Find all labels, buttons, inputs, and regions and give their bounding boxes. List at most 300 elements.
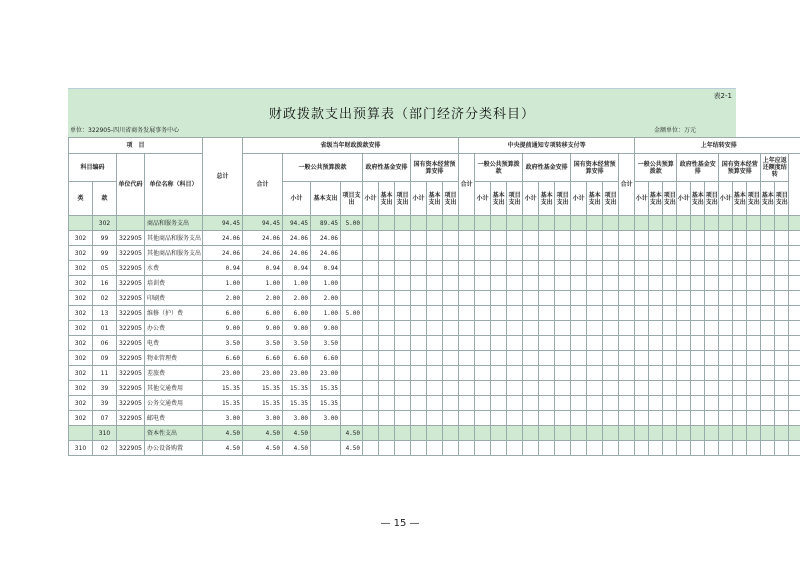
cell-empty: [539, 246, 555, 261]
cell-empty: [635, 321, 649, 336]
cell-empty: [677, 321, 691, 336]
cell-item: 11: [93, 366, 117, 381]
header-v-project: 项目支出: [705, 182, 719, 216]
cell-empty: [761, 411, 775, 426]
cell-empty: [475, 231, 491, 246]
cell-empty: [663, 261, 677, 276]
cell-class: 302: [69, 411, 93, 426]
header-v-subtotal: 小计: [719, 182, 733, 216]
cell-empty: [555, 381, 571, 396]
cell-empty: [555, 216, 571, 231]
cell-empty: [395, 261, 411, 276]
cell-empty: [705, 216, 719, 231]
cell-empty: [411, 216, 427, 231]
cell-empty: [747, 366, 761, 381]
cell-empty: [619, 396, 635, 411]
cell-empty: [619, 276, 635, 291]
cell-total: 2.00: [203, 291, 243, 306]
cell-empty: [649, 276, 663, 291]
cell-class: 302: [69, 351, 93, 366]
cell-empty: [747, 351, 761, 366]
cell-unit-name: 公务交通费用: [145, 396, 203, 411]
cell-basic: 6.60: [311, 351, 341, 366]
cell-empty: [475, 396, 491, 411]
cell-empty: [635, 411, 649, 426]
header-gov-fund: 政府性基金安排: [363, 154, 411, 182]
cell-empty: [719, 351, 733, 366]
cell-empty: [427, 411, 443, 426]
cell-empty: [619, 291, 635, 306]
cell-empty: [733, 426, 747, 441]
cell-empty: [523, 396, 539, 411]
cell-empty: [411, 276, 427, 291]
cell-empty: [491, 441, 507, 456]
cell-empty: [635, 441, 649, 456]
cell-empty: [649, 426, 663, 441]
cell-empty: [523, 261, 539, 276]
cell-empty: [539, 336, 555, 351]
cell-empty: [719, 411, 733, 426]
cell-sum: 2.00: [243, 291, 283, 306]
cell-empty: [427, 276, 443, 291]
cell-empty: [649, 306, 663, 321]
header-central-capital: 国有资本经营预算安排: [571, 154, 619, 182]
cell-class: 302: [69, 366, 93, 381]
cell-empty: [443, 306, 459, 321]
cell-unit-name: 办公设备购置: [145, 441, 203, 456]
cell-empty: [587, 276, 603, 291]
cell-empty: [587, 306, 603, 321]
cell-empty: [603, 366, 619, 381]
cell-empty: [789, 291, 800, 306]
cell-empty: [507, 231, 523, 246]
cell-empty: [379, 441, 395, 456]
cell-empty: [747, 411, 761, 426]
cell-subtotal: 9.00: [283, 321, 311, 336]
header-v-subtotal: 小计: [523, 182, 539, 216]
cell-empty: [619, 246, 635, 261]
cell-empty: [663, 351, 677, 366]
cell-project: [341, 261, 363, 276]
table-row: [69, 366, 800, 381]
cell-total: 4.50: [203, 426, 243, 441]
cell-empty: [395, 321, 411, 336]
cell-empty: [789, 276, 800, 291]
cell-project: [341, 381, 363, 396]
cell-empty: [475, 441, 491, 456]
cell-project: 4.50: [341, 441, 363, 456]
cell-empty: [775, 216, 789, 231]
cell-item: 310: [93, 426, 117, 441]
cell-item: 01: [93, 321, 117, 336]
cell-empty: [395, 336, 411, 351]
cell-class: 302: [69, 321, 93, 336]
header-basic: 基本支出: [311, 182, 341, 216]
cell-empty: [789, 321, 800, 336]
cell-empty: [705, 351, 719, 366]
cell-empty: [443, 246, 459, 261]
cell-class: [69, 216, 93, 231]
cell-empty: [379, 336, 395, 351]
cell-item: 09: [93, 351, 117, 366]
cell-empty: [571, 441, 587, 456]
cell-empty: [603, 411, 619, 426]
cell-empty: [363, 381, 379, 396]
cell-empty: [395, 276, 411, 291]
cell-empty: [459, 216, 475, 231]
cell-empty: [555, 276, 571, 291]
unit-label: 单位：322905-四川省商务发展事务中心: [70, 127, 180, 134]
cell-unit-code: 322905: [117, 411, 145, 426]
cell-empty: [443, 336, 459, 351]
cell-empty: [491, 291, 507, 306]
cell-class: 302: [69, 246, 93, 261]
cell-empty: [555, 411, 571, 426]
cell-empty: [363, 411, 379, 426]
cell-unit-code: 322905: [117, 306, 145, 321]
cell-empty: [649, 441, 663, 456]
cell-empty: [363, 306, 379, 321]
cell-empty: [443, 351, 459, 366]
cell-empty: [775, 441, 789, 456]
cell-empty: [603, 351, 619, 366]
cell-empty: [491, 396, 507, 411]
unit-bar: [68, 125, 736, 137]
cell-unit-code: 322905: [117, 276, 145, 291]
cell-class: 302: [69, 336, 93, 351]
cell-empty: [733, 441, 747, 456]
cell-empty: [539, 291, 555, 306]
cell-empty: [507, 306, 523, 321]
cell-empty: [719, 441, 733, 456]
cell-empty: [691, 261, 705, 276]
cell-empty: [379, 276, 395, 291]
cell-basic: 89.45: [311, 216, 341, 231]
cell-empty: [761, 351, 775, 366]
cell-empty: [491, 381, 507, 396]
cell-empty: [571, 411, 587, 426]
cell-empty: [663, 396, 677, 411]
cell-empty: [459, 291, 475, 306]
cell-empty: [571, 216, 587, 231]
cell-empty: [775, 321, 789, 336]
cell-item: 302: [93, 216, 117, 231]
header-last-general: 一般公共预算拨款: [635, 154, 677, 182]
header-provincial-sum: 合计: [243, 154, 283, 216]
cell-unit-name: 办公费: [145, 321, 203, 336]
cell-subtotal: 15.35: [283, 381, 311, 396]
cell-empty: [747, 246, 761, 261]
cell-empty: [395, 366, 411, 381]
header-central: 中央提前通知专项转移支付等: [459, 138, 635, 154]
budget-rows: [69, 216, 800, 456]
table-row: [69, 276, 800, 291]
cell-empty: [775, 231, 789, 246]
cell-unit-name: 差旅费: [145, 366, 203, 381]
cell-empty: [491, 216, 507, 231]
cell-empty: [789, 381, 800, 396]
cell-empty: [459, 426, 475, 441]
cell-unit-name: 物业管理费: [145, 351, 203, 366]
cell-empty: [775, 276, 789, 291]
cell-empty: [587, 441, 603, 456]
cell-total: 3.00: [203, 411, 243, 426]
cell-empty: [649, 231, 663, 246]
cell-empty: [603, 261, 619, 276]
cell-empty: [459, 261, 475, 276]
cell-empty: [733, 216, 747, 231]
cell-basic: 24.06: [311, 246, 341, 261]
cell-empty: [523, 381, 539, 396]
cell-item: 99: [93, 231, 117, 246]
cell-total: 15.35: [203, 381, 243, 396]
cell-empty: [789, 261, 800, 276]
cell-sum: 15.35: [243, 381, 283, 396]
cell-empty: [677, 231, 691, 246]
cell-empty: [411, 231, 427, 246]
cell-subtotal: 2.00: [283, 291, 311, 306]
cell-project: [341, 276, 363, 291]
cell-empty: [733, 381, 747, 396]
cell-item: 16: [93, 276, 117, 291]
table-row: [69, 231, 800, 246]
header-v-project: 项目支出: [555, 182, 571, 216]
cell-empty: [761, 336, 775, 351]
header-v-project: 项目支出: [603, 182, 619, 216]
cell-basic: [311, 426, 341, 441]
cell-empty: [491, 276, 507, 291]
cell-empty: [491, 336, 507, 351]
cell-empty: [587, 411, 603, 426]
cell-total: 24.06: [203, 231, 243, 246]
cell-empty: [475, 261, 491, 276]
cell-empty: [523, 351, 539, 366]
cell-empty: [507, 366, 523, 381]
cell-item: 13: [93, 306, 117, 321]
cell-sum: 24.06: [243, 246, 283, 261]
cell-empty: [443, 381, 459, 396]
cell-empty: [491, 426, 507, 441]
cell-empty: [705, 306, 719, 321]
cell-empty: [789, 366, 800, 381]
cell-empty: [491, 306, 507, 321]
cell-empty: [705, 261, 719, 276]
cell-empty: [789, 216, 800, 231]
cell-empty: [427, 396, 443, 411]
cell-unit-code: 322905: [117, 246, 145, 261]
cell-empty: [459, 246, 475, 261]
cell-empty: [587, 321, 603, 336]
cell-empty: [507, 291, 523, 306]
cell-total: 1.00: [203, 276, 243, 291]
cell-empty: [507, 321, 523, 336]
cell-empty: [705, 381, 719, 396]
cell-empty: [379, 411, 395, 426]
cell-empty: [427, 291, 443, 306]
cell-empty: [619, 306, 635, 321]
cell-empty: [395, 411, 411, 426]
cell-empty: [411, 411, 427, 426]
header-project-exp: 项目支出: [341, 182, 363, 216]
cell-empty: [649, 261, 663, 276]
header-last-year: 上年结转安排: [635, 138, 800, 154]
cell-subtotal: 15.35: [283, 396, 311, 411]
cell-empty: [635, 216, 649, 231]
cell-empty: [571, 306, 587, 321]
cell-empty: [663, 441, 677, 456]
cell-empty: [775, 351, 789, 366]
cell-sum: 4.50: [243, 441, 283, 456]
cell-empty: [395, 216, 411, 231]
cell-empty: [363, 351, 379, 366]
cell-empty: [571, 321, 587, 336]
cell-empty: [635, 396, 649, 411]
cell-empty: [603, 306, 619, 321]
header-project: 项 目: [69, 138, 203, 154]
cell-empty: [691, 411, 705, 426]
cell-total: 24.06: [203, 246, 243, 261]
cell-empty: [719, 216, 733, 231]
cell-empty: [411, 336, 427, 351]
cell-empty: [363, 366, 379, 381]
cell-empty: [761, 216, 775, 231]
cell-empty: [427, 231, 443, 246]
cell-empty: [587, 231, 603, 246]
cell-empty: [587, 381, 603, 396]
header-class: 类: [69, 182, 93, 216]
cell-empty: [395, 306, 411, 321]
cell-empty: [705, 411, 719, 426]
cell-empty: [619, 366, 635, 381]
cell-empty: [649, 216, 663, 231]
cell-empty: [747, 276, 761, 291]
cell-unit-code: 322905: [117, 351, 145, 366]
cell-basic: 0.94: [311, 261, 341, 276]
cell-subtotal: 23.00: [283, 366, 311, 381]
cell-empty: [775, 336, 789, 351]
cell-empty: [747, 381, 761, 396]
cell-empty: [705, 321, 719, 336]
cell-empty: [619, 261, 635, 276]
cell-empty: [587, 426, 603, 441]
cell-empty: [663, 366, 677, 381]
cell-empty: [539, 411, 555, 426]
cell-empty: [363, 216, 379, 231]
cell-empty: [523, 306, 539, 321]
cell-empty: [761, 231, 775, 246]
cell-subtotal: 24.06: [283, 246, 311, 261]
table-row-subtotal: [69, 216, 800, 231]
cell-empty: [761, 396, 775, 411]
table-row: [69, 441, 800, 456]
cell-empty: [719, 291, 733, 306]
cell-empty: [747, 426, 761, 441]
cell-project: 4.50: [341, 426, 363, 441]
cell-empty: [571, 276, 587, 291]
cell-subtotal: 3.50: [283, 336, 311, 351]
header-v-project: 项目支出: [507, 182, 523, 216]
cell-empty: [571, 366, 587, 381]
cell-unit-code: 322905: [117, 321, 145, 336]
sheet-top-bar: [68, 88, 736, 103]
cell-empty: [539, 321, 555, 336]
header-v-project: 项目支出: [395, 182, 411, 216]
cell-item: 05: [93, 261, 117, 276]
cell-empty: [705, 291, 719, 306]
cell-empty: [379, 351, 395, 366]
cell-empty: [677, 351, 691, 366]
cell-empty: [677, 276, 691, 291]
cell-empty: [411, 306, 427, 321]
cell-sum: 94.45: [243, 216, 283, 231]
cell-empty: [427, 216, 443, 231]
cell-basic: 1.00: [311, 306, 341, 321]
cell-empty: [491, 246, 507, 261]
cell-empty: [649, 396, 663, 411]
table-row: [69, 336, 800, 351]
cell-empty: [539, 306, 555, 321]
cell-empty: [459, 396, 475, 411]
header-last-sum: 合计: [619, 154, 635, 216]
cell-empty: [691, 276, 705, 291]
header-v-project: 项目支出: [775, 182, 789, 216]
cell-empty: [603, 426, 619, 441]
cell-empty: [691, 366, 705, 381]
cell-empty: [571, 351, 587, 366]
cell-empty: [635, 261, 649, 276]
cell-empty: [555, 306, 571, 321]
cell-empty: [691, 426, 705, 441]
cell-empty: [719, 366, 733, 381]
cell-empty: [619, 441, 635, 456]
cell-empty: [475, 291, 491, 306]
cell-empty: [789, 426, 800, 441]
cell-subtotal: 4.50: [283, 441, 311, 456]
cell-empty: [761, 291, 775, 306]
table-row: [69, 351, 800, 366]
cell-empty: [677, 216, 691, 231]
cell-unit-code: 322905: [117, 231, 145, 246]
cell-empty: [789, 411, 800, 426]
cell-empty: [663, 411, 677, 426]
cell-empty: [691, 381, 705, 396]
cell-basic: 3.00: [311, 411, 341, 426]
header-v-basic: 基本支出: [539, 182, 555, 216]
cell-subtotal: 94.45: [283, 216, 311, 231]
cell-empty: [733, 246, 747, 261]
cell-empty: [663, 306, 677, 321]
header-unit-code: 单位代码: [117, 154, 145, 216]
table-row: [69, 291, 800, 306]
cell-basic: 1.00: [311, 276, 341, 291]
cell-empty: [649, 321, 663, 336]
cell-item: 99: [93, 246, 117, 261]
cell-empty: [491, 351, 507, 366]
cell-empty: [459, 306, 475, 321]
cell-sum: 3.50: [243, 336, 283, 351]
cell-unit-code: 322905: [117, 366, 145, 381]
cell-unit-name: 其他交通费用: [145, 381, 203, 396]
cell-empty: [539, 231, 555, 246]
cell-empty: [733, 336, 747, 351]
header-v-subtotal: 小计: [677, 182, 691, 216]
cell-empty: [705, 396, 719, 411]
cell-project: [341, 336, 363, 351]
cell-empty: [691, 441, 705, 456]
cell-subtotal: 1.00: [283, 276, 311, 291]
cell-empty: [635, 276, 649, 291]
cell-empty: [427, 321, 443, 336]
